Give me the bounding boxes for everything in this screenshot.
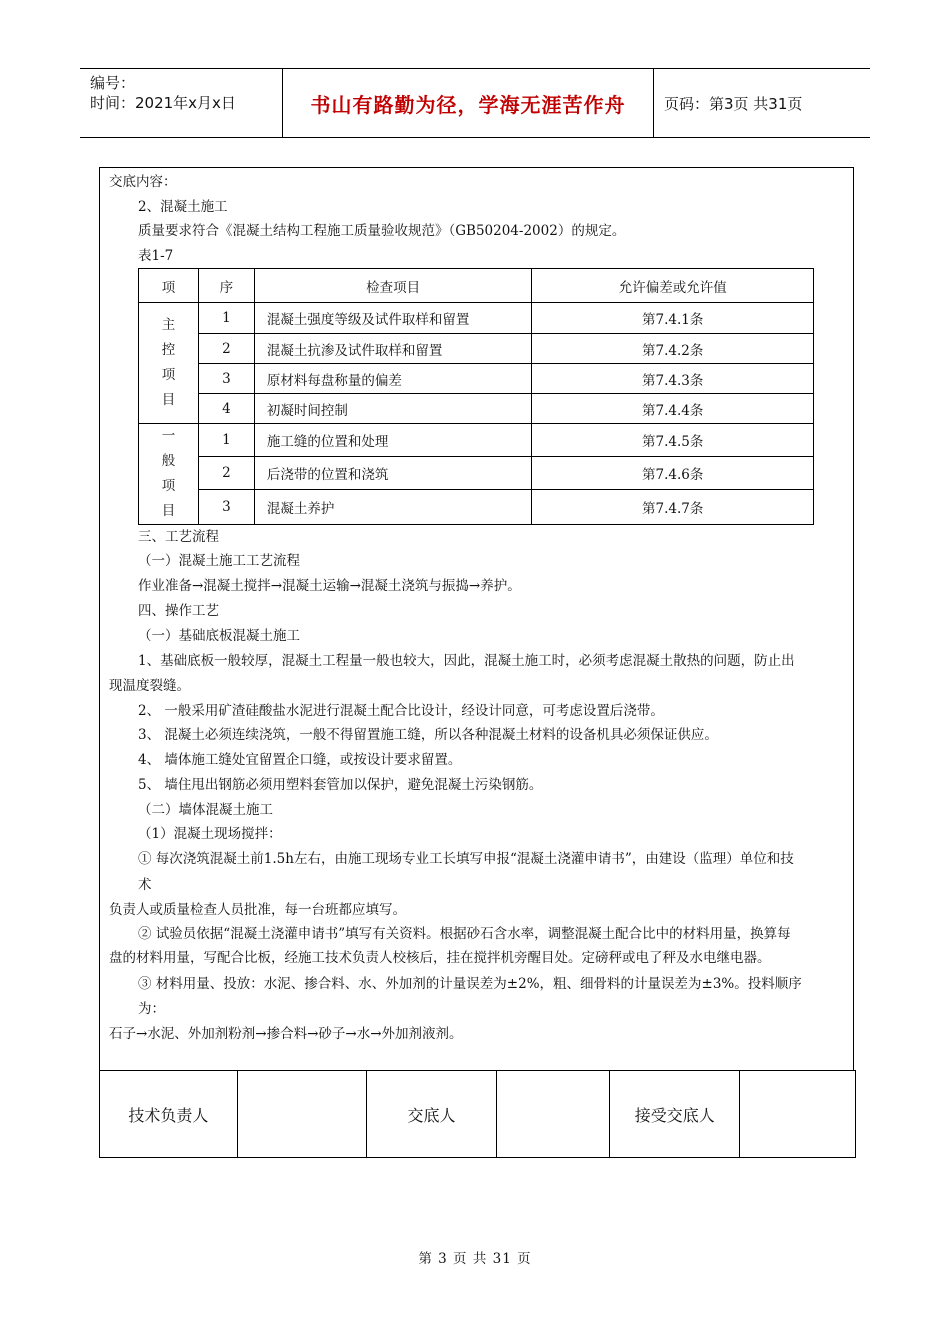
paragraph: 2、 一般采用矿渣硅酸盐水泥进行混凝土配合比设计，经设计同意，可考虑设置后浇带。: [138, 703, 664, 719]
paragraph: 盘的材料用量，写配合比板，经施工技术负责人校核后，挂在搅拌机旁醒目处。定磅秤或电了秤及水电继电器。: [109, 950, 771, 966]
paragraph: 石子→水泥、外加剂粉剂→掺合料→砂子→水→外加剂液剂。: [109, 1026, 463, 1042]
table-row: [139, 456, 814, 490]
row-item: 混凝土强度等级及试件取样和留置: [254, 303, 532, 334]
group-main-control: [139, 303, 199, 424]
section-title: 2、混凝土施工: [138, 199, 228, 215]
paragraph: 负责人或质量检查人员批准，每一台班都应填写。: [109, 902, 406, 918]
doc-number-label: 编号：: [90, 74, 136, 92]
header-motto: 书山有路勤为径，学海无涯苦作舟: [310, 92, 626, 117]
table-row: [139, 490, 814, 525]
quality-requirement: 质量要求符合《混凝土结构工程施工质量验收规范》（GB50204-2002）的规定。: [138, 223, 626, 239]
group-general: [139, 424, 199, 525]
discloser-label: 交底人: [366, 1071, 497, 1158]
header-page-label: 页码：第3页 共31页: [664, 94, 803, 113]
paragraph: 3、 混凝土必须连续浇筑，一般不得留置施工缝，所以各种混凝土材料的设备机具必须保证供应。: [138, 727, 718, 743]
group-char: 项: [161, 367, 176, 383]
row-seq: 3: [198, 364, 254, 394]
receiver-signature-field[interactable]: [740, 1071, 856, 1158]
row-seq: 4: [198, 394, 254, 424]
table-header-cell: 序: [198, 269, 254, 303]
group-char: 般: [161, 453, 176, 469]
table-header-cell: 项: [139, 269, 199, 303]
row-seq: 2: [198, 334, 254, 364]
paragraph: 术: [138, 877, 152, 893]
paragraph: ② 试验员依据“混凝土浇灌申请书”填写有关资料。根据砂石含水率，调整混凝土配合比中的材料用量，换算每: [138, 926, 791, 942]
tech-lead-signature-field[interactable]: [237, 1071, 366, 1158]
header-meta: [90, 73, 236, 113]
paragraph: 4、 墙体施工缝处宜留置企口缝，或按设计要求留置。: [138, 752, 462, 768]
paragraph: ③ 材料用量、投放：水泥、掺合料、水、外加剂的计量误差为±2%，粗、细骨料的计量误差为±3%。投料顺序: [138, 976, 802, 992]
subsection-title: （一）混凝土施工工艺流程: [138, 553, 300, 569]
receiver-label: 接受交底人: [610, 1071, 740, 1158]
row-value: 第7.4.6条: [532, 456, 814, 490]
tech-lead-label: 技术负责人: [100, 1071, 238, 1158]
subsection-title: （1）混凝土现场搅拌：: [138, 826, 282, 842]
group-char: 主: [161, 317, 176, 333]
process-flow: 作业准备→混凝土搅拌→混凝土运输→混凝土浇筑与振捣→养护。: [138, 578, 521, 594]
table-header-cell: 检查项目: [254, 269, 532, 303]
row-value: 第7.4.1条: [532, 303, 814, 334]
subsection-title: （一）基础底板混凝土施工: [138, 628, 300, 644]
row-seq: 3: [198, 490, 254, 525]
paragraph: 现温度裂缝。: [109, 678, 190, 694]
row-value: 第7.4.2条: [532, 334, 814, 364]
row-item: 混凝土养护: [254, 490, 532, 525]
page-header: [80, 68, 870, 138]
row-item: 后浇带的位置和浇筑: [254, 456, 532, 490]
paragraph: 1、基础底板一般较厚，混凝土工程量一般也较大，因此，混凝土施工时，必须考虑混凝土散热的问题，防止出: [138, 653, 795, 669]
inspection-table: [138, 268, 814, 525]
discloser-signature-field[interactable]: [497, 1071, 610, 1158]
row-item: 原材料每盘称量的偏差: [254, 364, 532, 394]
paragraph: ① 每次浇筑混凝土前1.5h左右，由施工现场专业工长填写申报“混凝土浇灌申请书”，由建设（监理）单位和技: [138, 851, 794, 867]
signature-row: [99, 1070, 856, 1158]
content-intro: 交底内容：: [109, 174, 177, 190]
table-row: [139, 394, 814, 424]
table-row: [139, 303, 814, 334]
subsection-title: （二）墙体混凝土施工: [138, 802, 273, 818]
group-char: 一: [161, 428, 176, 444]
row-value: 第7.4.5条: [532, 424, 814, 457]
row-value: 第7.4.7条: [532, 490, 814, 525]
group-char: 目: [161, 392, 176, 408]
row-item: 施工缝的位置和处理: [254, 424, 532, 457]
table-row: [139, 424, 814, 457]
row-seq: 1: [198, 303, 254, 334]
group-char: 控: [161, 342, 176, 358]
header-divider: [653, 69, 654, 137]
table-row: [139, 364, 814, 394]
paragraph: 5、 墙住甩出钢筋必须用塑料套管加以保护，避免混凝土污染钢筋。: [138, 777, 543, 793]
section-title: 四、操作工艺: [138, 603, 219, 619]
group-char: 项: [161, 478, 176, 494]
row-seq: 2: [198, 456, 254, 490]
row-value: 第7.4.4条: [532, 394, 814, 424]
group-char: 目: [161, 503, 176, 519]
row-item: 初凝时间控制: [254, 394, 532, 424]
table-header-row: [139, 269, 814, 303]
row-seq: 1: [198, 424, 254, 457]
table-caption: 表1-7: [138, 248, 174, 264]
table-row: [139, 334, 814, 364]
doc-time-label: 时间：2021年x月x日: [90, 94, 236, 112]
row-item: 混凝土抗渗及试件取样和留置: [254, 334, 532, 364]
table-header-cell: 允许偏差或允许值: [532, 269, 814, 303]
paragraph: 为：: [138, 1001, 165, 1017]
page-footer: 第 3 页 共 31 页: [418, 1251, 532, 1267]
section-title: 三、工艺流程: [138, 529, 219, 545]
row-value: 第7.4.3条: [532, 364, 814, 394]
